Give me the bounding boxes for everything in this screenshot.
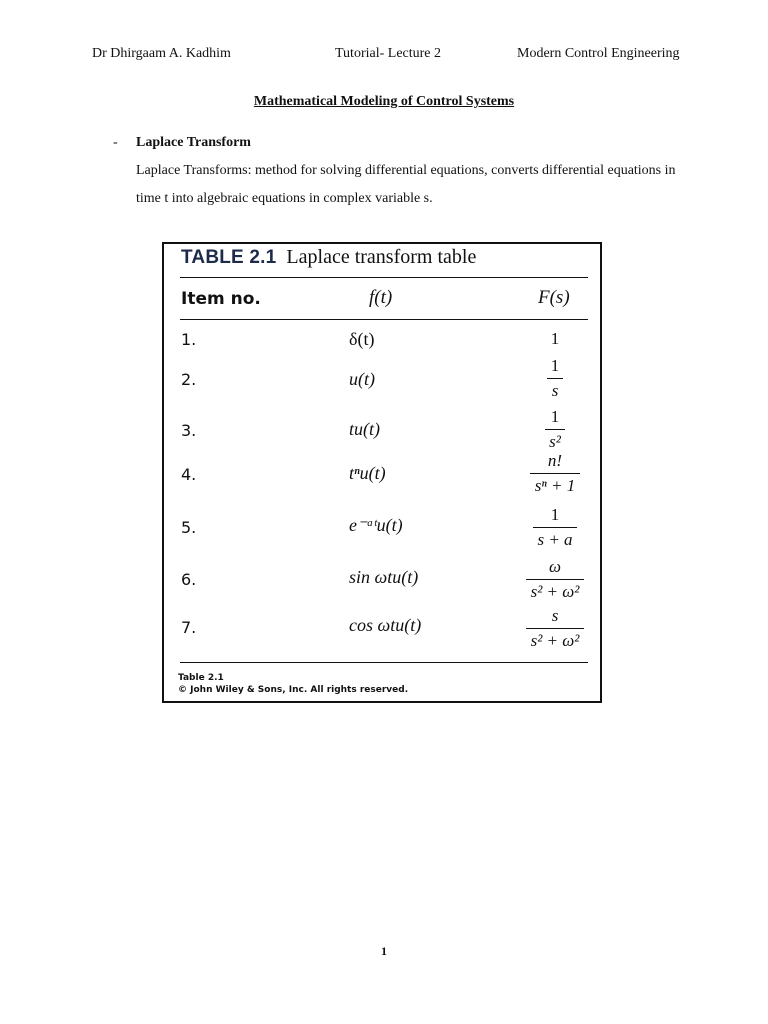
row-number: 2. xyxy=(181,370,197,389)
column-header-f: f(t) xyxy=(369,287,393,308)
row-time-function: tⁿu(t) xyxy=(349,463,386,483)
page-number: 1 xyxy=(381,944,387,958)
table-number: TABLE 2.1 xyxy=(181,247,277,268)
row-transform xyxy=(524,557,586,602)
transform-denominator: s² xyxy=(549,432,561,451)
row-number: 7. xyxy=(181,618,197,637)
column-header-F: F(s) xyxy=(538,287,570,308)
fraction-bar xyxy=(526,579,584,580)
header-lecture: Tutorial- Lecture 2 xyxy=(335,46,442,61)
row-number: 5. xyxy=(181,518,197,537)
table-caption: Laplace transform table xyxy=(286,246,477,268)
column-header-item: Item no. xyxy=(181,289,261,309)
row-number: 1. xyxy=(181,330,197,349)
table-top-rule xyxy=(180,277,588,278)
header-author: Dr Dhirgaam A. Kadhim xyxy=(92,46,231,61)
row-time-function: u(t) xyxy=(349,369,375,389)
row-number: 6. xyxy=(181,570,197,589)
transform-numerator: ω xyxy=(548,557,561,576)
transform-numerator: 1 xyxy=(550,505,560,524)
footnote-copyright: © John Wiley & Sons, Inc. All rights reserved. xyxy=(178,685,409,695)
fraction-bar xyxy=(530,473,580,474)
row-number: 4. xyxy=(181,465,197,484)
fraction-bar xyxy=(547,378,563,379)
row-time-function: e⁻ᵃᵗu(t) xyxy=(349,515,403,535)
row-transform xyxy=(524,329,586,349)
row-time-function: tu(t) xyxy=(349,419,380,439)
document-title: Mathematical Modeling of Control Systems xyxy=(253,94,515,109)
row-transform xyxy=(524,451,586,496)
transform-denominator: s² + ω² xyxy=(530,582,580,601)
row-transform xyxy=(524,356,586,401)
row-transform xyxy=(524,606,586,651)
bullet-dash: - xyxy=(113,135,118,150)
intro-paragraph: Laplace Transforms: method for solving differential equations, converts differential equations in time t into algebraic equations in complex variable s. xyxy=(136,163,676,206)
transform-numerator: n! xyxy=(547,451,563,470)
section-heading: Laplace Transform xyxy=(136,135,251,150)
laplace-table-figure xyxy=(162,242,602,703)
header-course: Modern Control Engineering xyxy=(517,46,680,61)
fraction-bar xyxy=(545,429,565,430)
transform-denominator: s xyxy=(551,381,559,400)
transform-numerator: s xyxy=(551,606,559,625)
transform-denominator: s² + ω² xyxy=(530,631,580,650)
footnote-label: Table 2.1 xyxy=(178,673,224,683)
fraction-bar xyxy=(533,527,577,528)
transform-numerator: 1 xyxy=(550,356,560,375)
row-transform xyxy=(524,505,586,550)
row-time-function: sin ωtu(t) xyxy=(349,567,419,587)
transform-value: 1 xyxy=(550,329,560,348)
table-title xyxy=(181,246,476,269)
table-header-rule xyxy=(180,319,588,320)
table-footnote xyxy=(178,672,408,696)
fraction-bar xyxy=(526,628,584,629)
table-bottom-rule xyxy=(180,662,588,663)
row-time-function: cos ωtu(t) xyxy=(349,615,422,635)
transform-denominator: s + a xyxy=(537,530,573,549)
transform-numerator: 1 xyxy=(550,407,560,426)
row-time-function: δ(t) xyxy=(349,329,375,349)
transform-denominator: sⁿ + 1 xyxy=(534,476,576,495)
row-transform xyxy=(524,407,586,452)
row-number: 3. xyxy=(181,421,197,440)
